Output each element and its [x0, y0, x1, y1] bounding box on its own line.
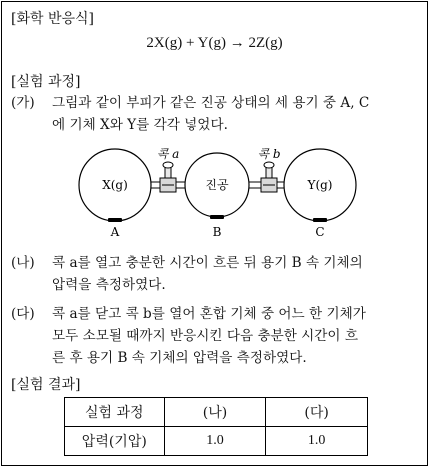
step-ga-line2: 에 기체 X와 Y를 각각 넣었다. — [52, 117, 228, 133]
flask-c-content: Y(g) — [307, 178, 333, 192]
problem-box — [1, 1, 428, 466]
step-da-line2: 모두 소모될 때까지 반응시킨 다음 충분한 시간이 흐 — [52, 328, 359, 344]
step-da-marker: (다) — [11, 306, 35, 322]
results-value-na: 1.0 — [164, 427, 266, 456]
label-c: C — [315, 225, 325, 239]
label-b: B — [212, 225, 222, 239]
step-ga-marker: (가) — [11, 95, 35, 111]
procedure-heading: [실험 과정] — [11, 74, 81, 90]
step-na-line2: 압력을 측정하였다. — [52, 277, 166, 293]
results-data-row — [65, 427, 368, 456]
results-header-cell: (나) — [164, 398, 266, 427]
cock-a-label: 콕 a — [156, 147, 180, 161]
results-row-label: 압력(기압) — [65, 427, 165, 456]
stopcock-a-icon — [160, 162, 176, 192]
reaction-equation: 2X(g) + Y(g) → 2Z(g) — [146, 35, 283, 51]
flask-diagram — [2, 142, 427, 242]
results-header-cell: 실험 과정 — [65, 398, 165, 427]
results-table — [64, 397, 368, 456]
step-ga-line1: 그림과 같이 부피가 같은 진공 상태의 세 용기 중 A, C — [52, 95, 370, 111]
step-da-line3: 른 후 용기 B 속 기체의 압력을 측정하였다. — [52, 350, 307, 366]
step-na-line1: 콕 a를 열고 충분한 시간이 흐른 뒤 용기 B 속 기체의 — [52, 255, 363, 271]
cock-b-label: 콕 b — [257, 147, 281, 161]
results-header-cell: (다) — [266, 398, 368, 427]
reaction-heading: [화학 반응식] — [11, 11, 94, 27]
results-header-row — [65, 398, 368, 427]
step-na-marker: (나) — [11, 255, 35, 271]
results-value-da: 1.0 — [266, 427, 368, 456]
label-a: A — [110, 225, 120, 239]
step-da-line1: 콕 a를 닫고 콕 b를 열어 혼합 기체 중 어느 한 기체가 — [52, 306, 366, 322]
stopcock-b-icon — [261, 162, 277, 192]
flask-b-content: 진공 — [205, 178, 229, 192]
results-heading: [실험 결과] — [11, 377, 81, 393]
flask-a-content: X(g) — [102, 178, 128, 192]
